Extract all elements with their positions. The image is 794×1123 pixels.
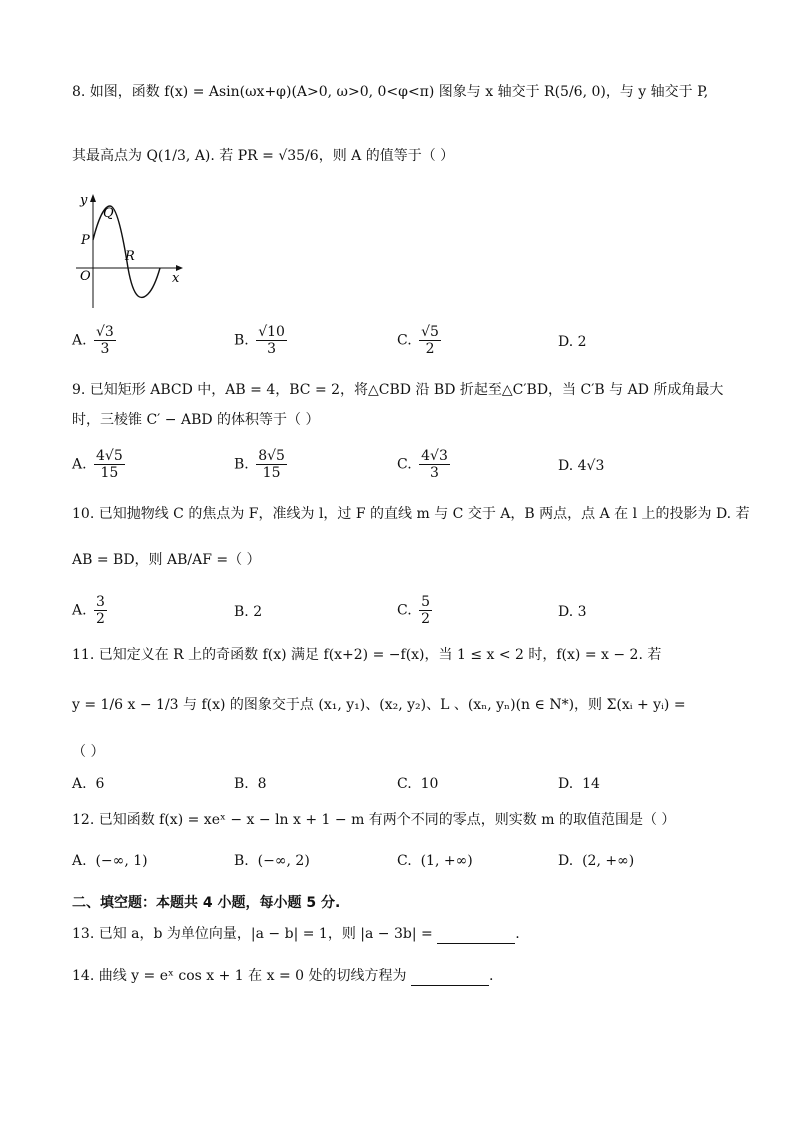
q14-answer-blank[interactable] [411,971,489,986]
section-fill-in-title: 二、填空题：本题共 4 小题，每小题 5 分. [72,895,341,911]
q9-option-d[interactable]: D. 4√3 [558,458,605,474]
q8-option-d[interactable]: D. 2 [558,334,587,350]
q10-options [72,594,732,630]
q9-option-c[interactable]: C. $\frac{4√3}{3}$ [397,448,448,481]
q8-sine-graph [72,190,192,310]
q9-option-b[interactable]: B. $\frac{8√5}{15}$ [234,448,285,481]
q11-line1: 11. 已知定义在 R 上的奇函数 f(x) 满足 f(x+2) = −f(x)，当 1 ≤ x < 2 时，f(x) = x − 2. 若 [72,647,662,663]
q13-answer-blank[interactable] [437,929,515,944]
graph-label-q: Q [103,206,114,221]
q10-line1: 10. 已知抛物线 C 的焦点为 F，准线为 l，过 F 的直线 m 与 C 交于 A，B 两点，点 A 在 l 上的投影为 D. 若 [72,506,750,522]
graph-label-o: O [80,269,91,284]
q12-option-b[interactable]: B. (−∞, 2) [234,853,310,869]
q8-line1: 8. 如图，函数 f(x) = Asin(ωx+φ)(A>0, ω>0, 0<φ<π) 图象与 x 轴交于 R(5/6, 0)，与 y 轴交于 P, [72,84,709,100]
q10-option-b[interactable]: B. 2 [234,604,263,620]
graph-label-x: x [172,271,180,286]
q10-option-d[interactable]: D. 3 [558,604,587,620]
q14-text: 14. 曲线 y = eˣ cos x + 1 在 x = 0 处的切线方程为 [72,968,407,984]
q11-option-b[interactable]: B. 8 [234,776,267,792]
graph-label-p: P [81,233,90,248]
q8-option-b[interactable]: B. $\frac{√10}{3}$ [234,324,285,357]
q9-option-a[interactable]: A. $\frac{4√5}{15}$ [72,448,123,481]
q11-option-c[interactable]: C. 10 [397,776,439,792]
q10-option-a[interactable]: A. $\frac{3}{2}$ [72,594,105,627]
q9-line2: 时，三棱锥 C′ − ABD 的体积等于（ ） [72,412,320,428]
q14-line: 14. 曲线 y = eˣ cos x + 1 在 x = 0 处的切线方程为 . [72,968,494,984]
q12-option-d[interactable]: D. (2, +∞) [558,853,635,869]
q8-options [72,324,732,360]
q12-option-a[interactable]: A. (−∞, 1) [72,853,148,869]
q12-options [72,851,732,887]
q11-options [72,774,732,810]
q11-line2: y = 1/6 x − 1/3 与 f(x) 的图象交于点 (x₁, y₁)、(x₂, y₂)、L 、(xₙ, yₙ)(n ∈ N*)，则 Σ(xᵢ + yᵢ) = [72,697,686,713]
q13-text: 13. 已知 a，b 为单位向量，|a − b| = 1，则 |a − 3b| = [72,926,433,942]
q11-option-d[interactable]: D. 14 [558,776,600,792]
q10-line2: AB = BD，则 AB/AF =（ ） [72,552,261,568]
q11-option-a[interactable]: A. 6 [72,776,105,792]
q8-option-a[interactable]: A. $\frac{√3}{3}$ [72,324,114,357]
graph-label-y: y [80,193,88,208]
q9-line1: 9. 已知矩形 ABCD 中，AB = 4，BC = 2，将△CBD 沿 BD 折起至△C′BD，当 C′B 与 AD 所成角最大 [72,382,724,398]
q8-option-c[interactable]: C. $\frac{√5}{2}$ [397,324,439,357]
q9-options [72,448,732,484]
q11-line3: （ ） [72,744,105,760]
q12-option-c[interactable]: C. (1, +∞) [397,853,473,869]
q8-line2: 其最高点为 Q(1/3, A). 若 PR = √35/6，则 A 的值等于（ ） [72,148,455,164]
graph-label-r: R [125,249,135,264]
q10-option-c[interactable]: C. $\frac{5}{2}$ [397,594,431,627]
q12-line1: 12. 已知函数 f(x) = xeˣ − x − ln x + 1 − m 有两个不同的零点，则实数 m 的取值范围是（ ） [72,812,676,828]
q13-line: 13. 已知 a，b 为单位向量，|a − b| = 1，则 |a − 3b| = . [72,926,520,942]
